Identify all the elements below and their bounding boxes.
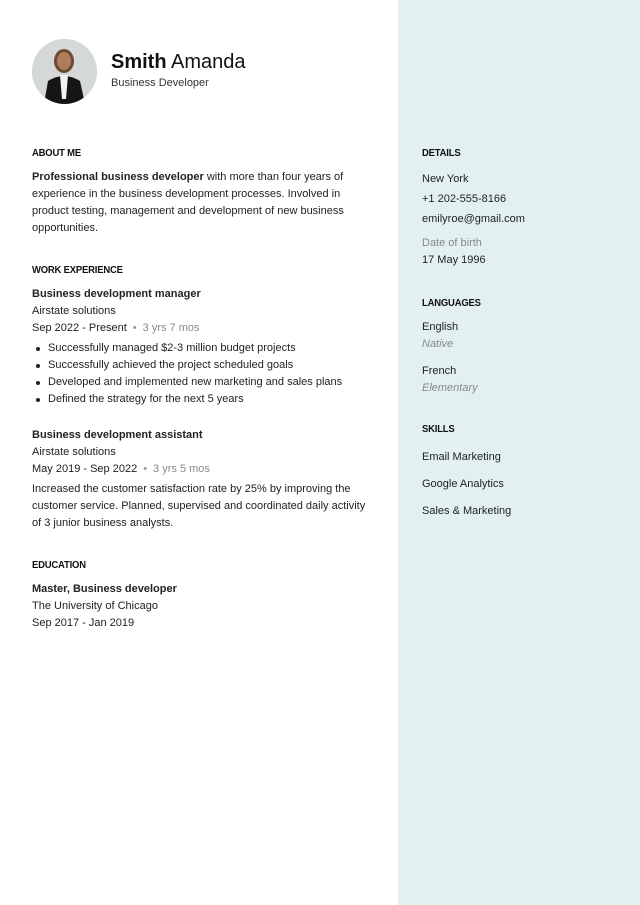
- job-title: Business development manager: [32, 288, 201, 300]
- language-level: Elementary: [422, 382, 478, 394]
- language-name: French: [422, 365, 457, 377]
- work-heading: WORK EXPERIENCE: [32, 264, 123, 276]
- job-entry: Business development manager Airstate solutions Sep 2022 - Present • 3 yrs 7 mos Successfully managed $2-3 million budget projects Successfully achieved the project scheduled goals Developed and implemented new marketing and sales plans Defined the strategy for the next 5 years: [32, 286, 377, 408]
- phone: +1 202-555-8166: [422, 193, 507, 205]
- language-name: English: [422, 321, 459, 333]
- job-dates: May 2019 - Sep 2022: [32, 463, 138, 475]
- details: [422, 169, 525, 269]
- skill: Email Marketing: [422, 451, 501, 463]
- job-company: Airstate solutions: [32, 446, 116, 458]
- job-title: Business development assistant: [32, 429, 203, 441]
- degree: Master, Business developer: [32, 583, 177, 595]
- email: emilyroe@gmail.com: [422, 213, 525, 225]
- education-entry: [32, 581, 177, 632]
- job-entry: Business development assistant Airstate solutions May 2019 - Sep 2022 • 3 yrs 5 mos Increased the customer satisfaction rate by 25% by improving the customer service. Planned, supervised and coordinated daily activity of 3 junior business analysts.: [32, 427, 377, 532]
- language-level: Native: [422, 338, 454, 350]
- job-description: Increased the customer satisfaction rate by 25% by improving the customer service. Planned, supervised and coordinated daily activity of 3 junior business analysts.: [32, 483, 366, 529]
- school: The University of Chicago: [32, 600, 158, 612]
- job-company: Airstate solutions: [32, 305, 116, 317]
- job-title: Business Developer: [111, 77, 209, 89]
- skills: [422, 444, 511, 525]
- about-text: Professional business developer with more than four years of experience in the business development processes. Involved in product testing, management and development of new business opportunities.: [32, 171, 344, 234]
- bullet: Successfully managed $2-3 million budget projects: [32, 340, 377, 357]
- skills-heading: SKILLS: [422, 423, 455, 435]
- education-dates: Sep 2017 - Jan 2019: [32, 617, 135, 629]
- job-duration: 3 yrs 7 mos: [142, 322, 200, 334]
- job-dates: Sep 2022 - Present: [32, 322, 127, 334]
- dob-label: Date of birth: [422, 237, 482, 249]
- bullet: Successfully achieved the project scheduled goals: [32, 357, 377, 374]
- about-heading: ABOUT ME: [32, 147, 81, 159]
- languages: [422, 319, 478, 397]
- skill: Google Analytics: [422, 478, 504, 490]
- education-heading: EDUCATION: [32, 559, 86, 571]
- job-bullets: [32, 340, 377, 408]
- languages-heading: LANGUAGES: [422, 297, 481, 309]
- city: New York: [422, 173, 469, 185]
- skill: Sales & Marketing: [422, 505, 512, 517]
- bullet: Developed and implemented new marketing and sales plans: [32, 374, 377, 391]
- avatar: [32, 39, 97, 104]
- dob: 17 May 1996: [422, 254, 486, 266]
- job-duration: 3 yrs 5 mos: [153, 463, 210, 475]
- candidate-name: Smith Amanda: [111, 51, 246, 73]
- bullet: Defined the strategy for the next 5 years: [32, 391, 377, 408]
- details-heading: DETAILS: [422, 147, 461, 159]
